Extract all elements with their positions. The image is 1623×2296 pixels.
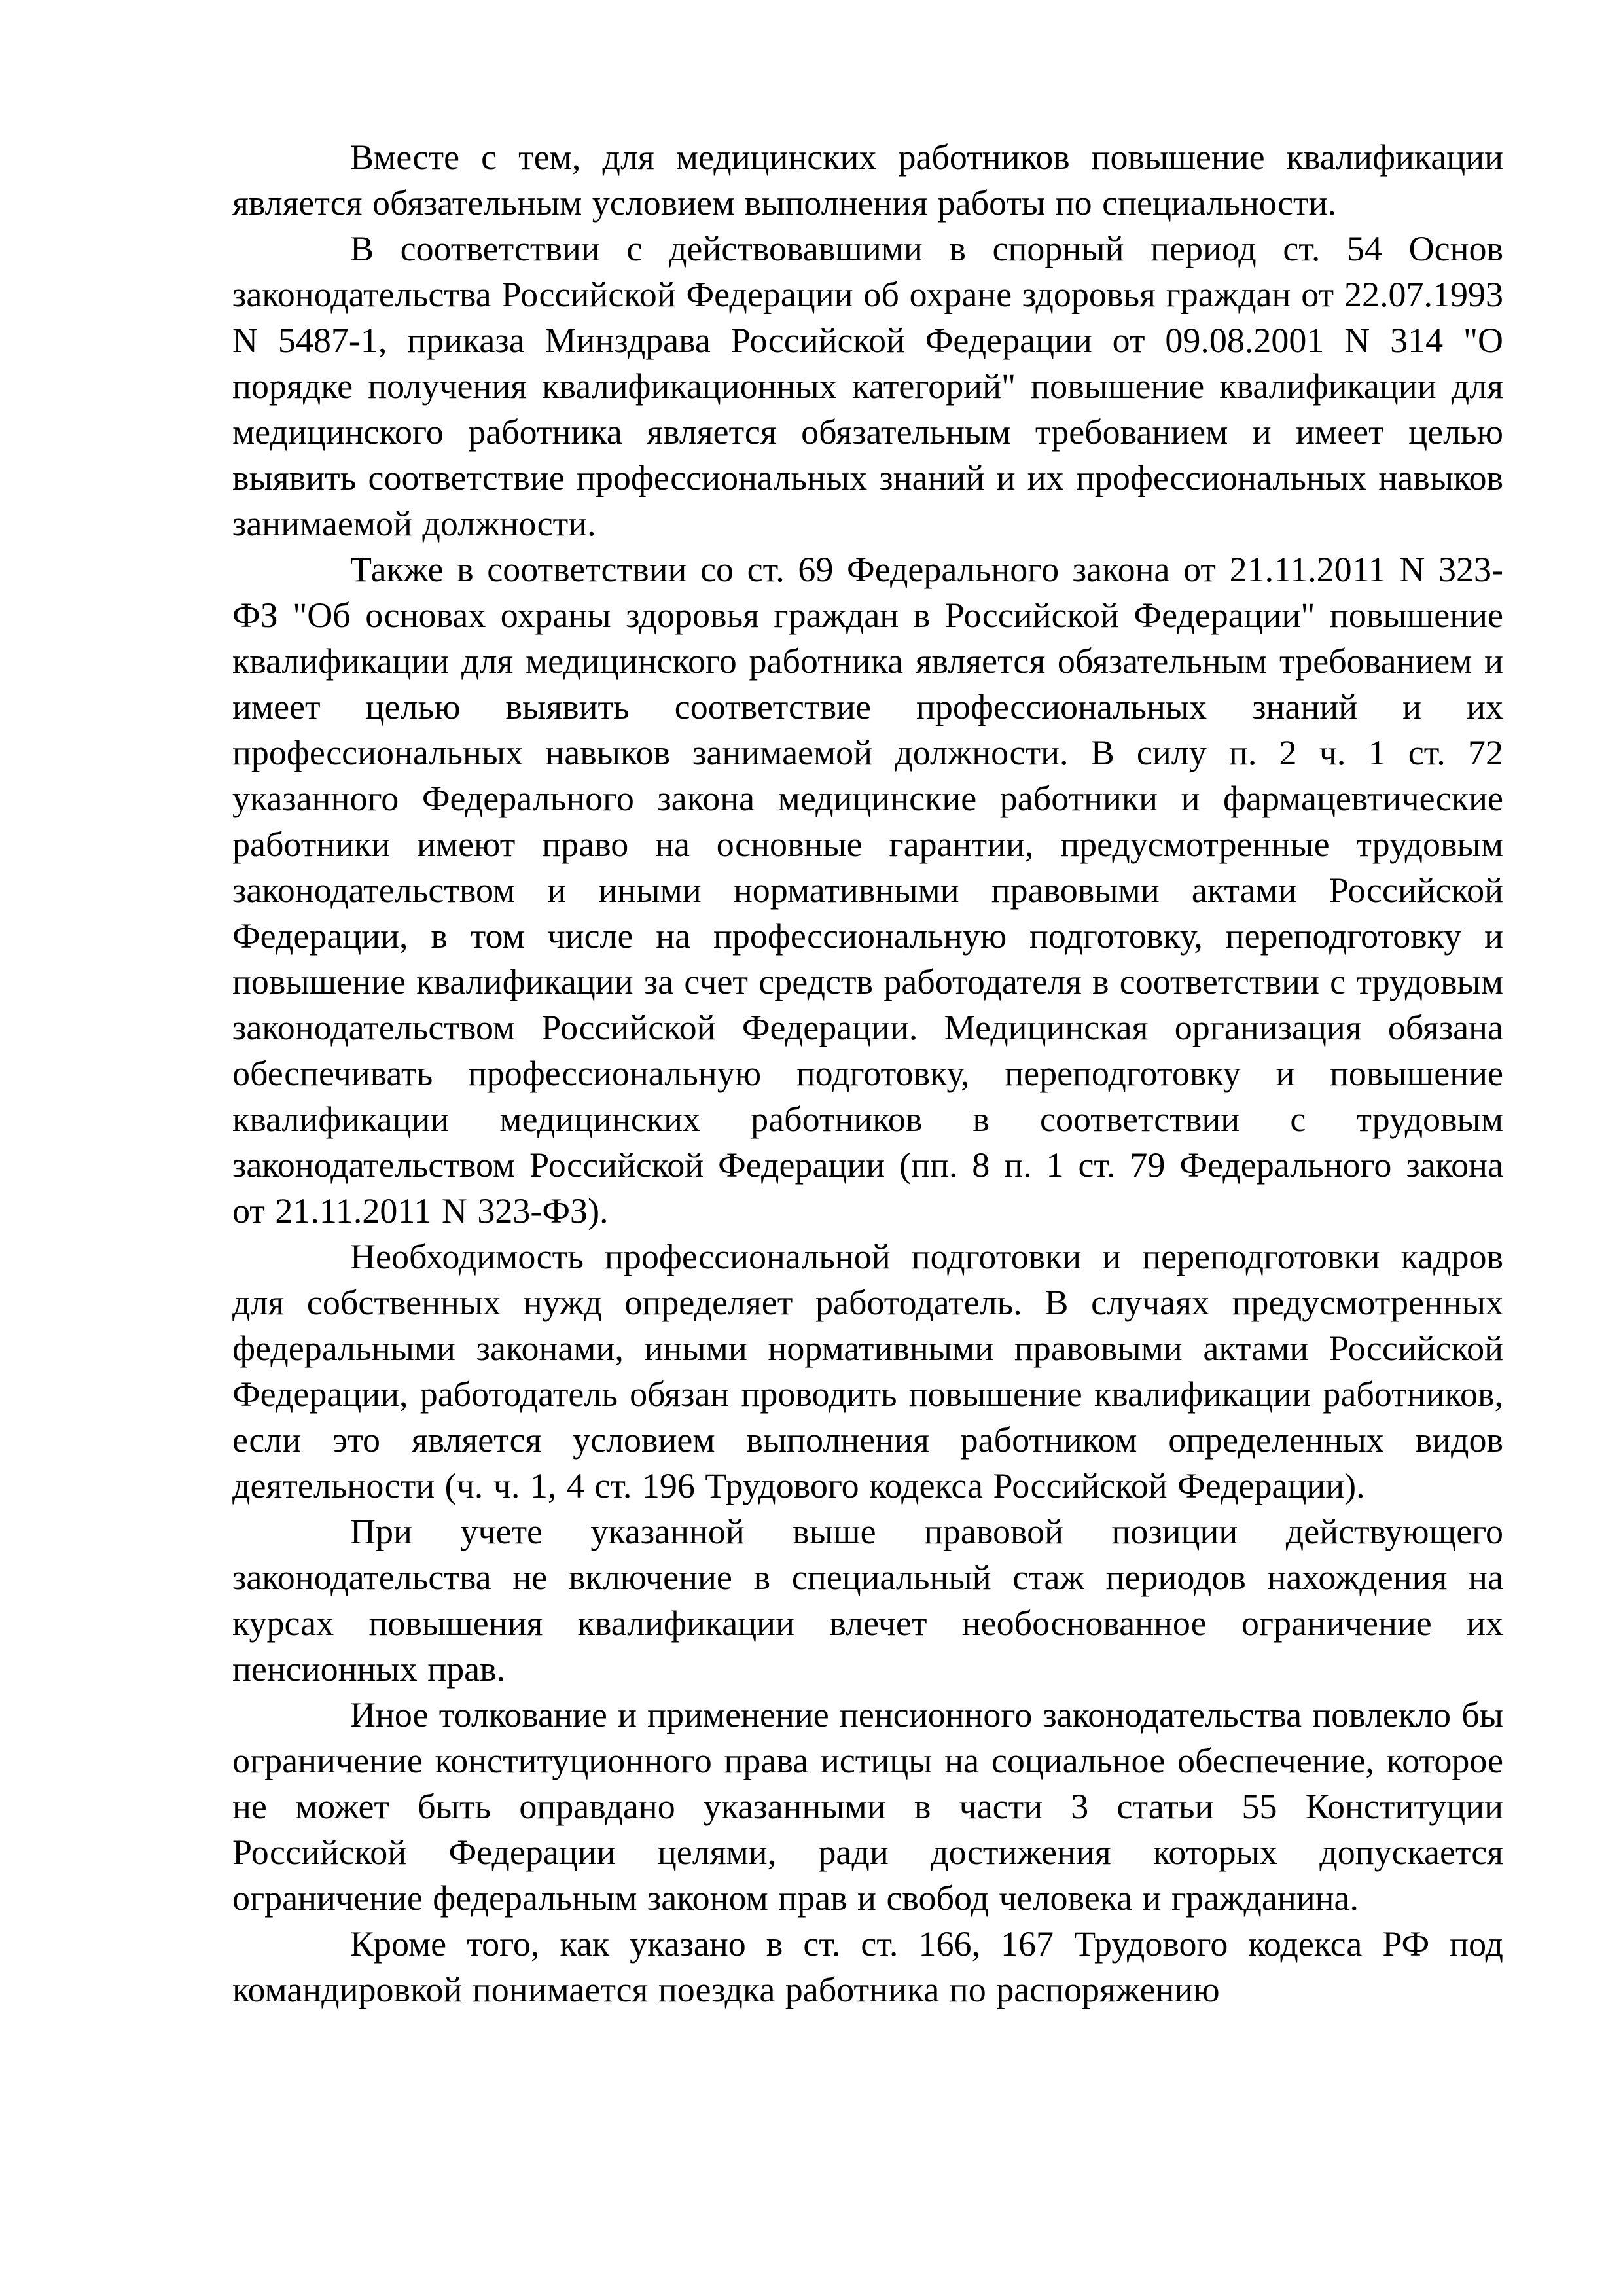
paragraph-2: В соответствии с действовавшими в спорный период ст. 54 Основ законодательства Российской Федерации об охране здоровья граждан от 22.07.1993 N 5487-1, приказа Минздрава Российской Федерации от 09.08.2001 N 314 "О порядке получения квалификационных категорий" повышение квалификации для медицинского работника является обязательным требованием и имеет целью выявить соответствие профессиональных знаний и их профессиональных навыков занимаемой должности. <box>232 229 1503 543</box>
paragraph-6: Иное толкование и применение пенсионного законодательства повлекло бы ограничение конституционного права истицы на социальное обеспечение, которое не может быть оправдано указанными в части 3 статьи 55 Конституции Российской Федерации целями, ради достижения которых допускается ограничение федеральным законом прав и свобод человека и гражданина. <box>232 1695 1503 1918</box>
paragraph-4: Необходимость профессиональной подготовки и переподготовки кадров для собственных нужд определяет работодатель. В случаях предусмотренных федеральными законами, иными нормативными правовыми актами Российской Федерации, работодатель обязан проводить повышение квалификации работников, если это является условием выполнения работником определенных видов деятельности (ч. ч. 1, 4 ст. 196 Трудового кодекса Российской Федерации). <box>232 1237 1503 1505</box>
paragraph-1: Вместе с тем, для медицинских работников повышение квалификации является обязательным условием выполнения работы по специальности. <box>232 137 1503 223</box>
paragraph-3: Также в соответствии со ст. 69 Федерального закона от 21.11.2011 N 323-ФЗ "Об основах охраны здоровья граждан в Российской Федерации" повышение квалификации для медицинского работника является обязательным требованием и имеет целью выявить соответствие профессиональных знаний и их профессиональных навыков занимаемой должности. В силу п. 2 ч. 1 ст. 72 указанного Федерального закона медицинские работники и фармацевтические работники имеют право на основные гарантии, предусмотренные трудовым законодательством и иными нормативными правовыми актами Российской Федерации, в том числе на профессиональную подготовку, переподготовку и повышение квалификации за счет средств работодателя в соответствии с трудовым законодательством Российской Федерации. Медицинская организация обязана обеспечивать профессиональную подготовку, переподготовку и повышение квалификации медицинских работников в соответствии с трудовым законодательством Российской Федерации (пп. 8 п. 1 ст. 79 Федерального закона от 21.11.2011 N 323-ФЗ). <box>232 550 1503 1230</box>
paragraph-7: Кроме того, как указано в ст. ст. 166, 167 Трудового кодекса РФ под командировкой понимается поездка работника по распоряжению <box>232 1924 1503 2009</box>
paragraph-5: При учете указанной выше правовой позиции действующего законодательства не включение в специальный стаж периодов нахождения на курсах повышения квалификации влечет необоснованное ограничение их пенсионных прав. <box>232 1512 1503 1689</box>
